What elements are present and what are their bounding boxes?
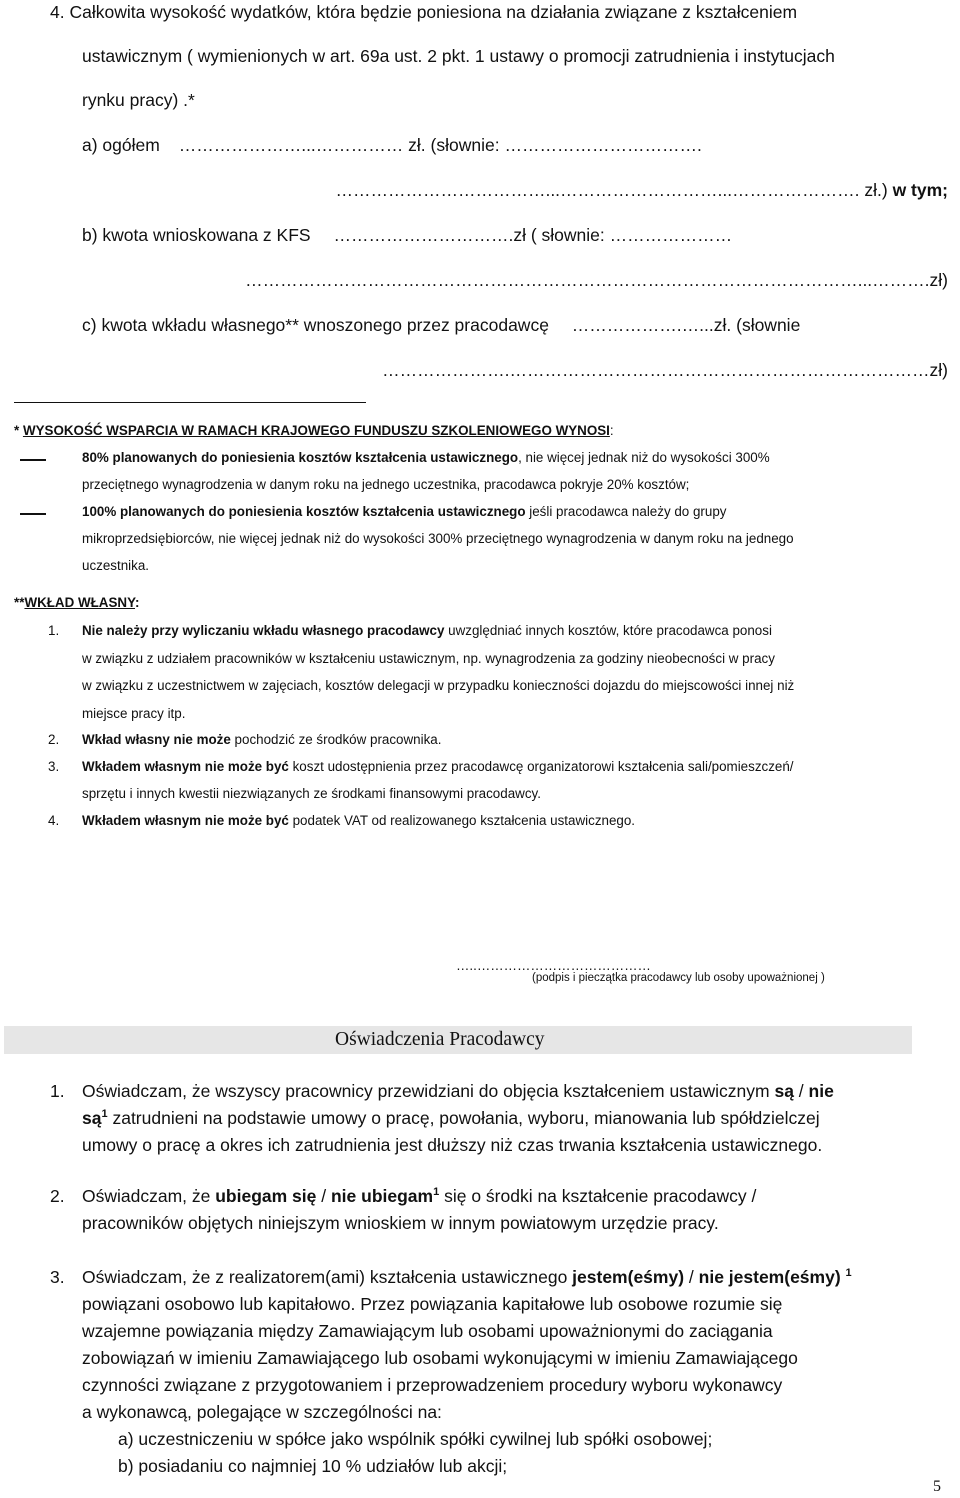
item4-c-zl: zł. (słownie: [713, 315, 801, 335]
item4-b-row: [82, 225, 732, 246]
item4-b-zl: zł ( słownie:: [513, 225, 610, 245]
item4-line3: rynku pracy) .*: [82, 90, 195, 110]
support-heading: [14, 423, 614, 438]
statement3-num: 3.: [50, 1267, 65, 1287]
own-item1-bold: Nie należy przy wyliczaniu wkładu własnego pracodawcy: [82, 623, 445, 638]
own-item2-num: 2.: [48, 732, 60, 747]
own-item1-line1: [82, 623, 772, 638]
statement1-num: 1.: [50, 1081, 65, 1101]
support-bullet1-rest: , nie więcej jednak niż do wysokości 300%: [518, 450, 770, 465]
statement3-line6: a wykonawcą, polegające w szczególności na:: [82, 1402, 442, 1422]
item4-a-zl: zł. (słownie:: [408, 135, 505, 155]
own-item1-num: 1.: [48, 623, 60, 638]
support-heading-suffix: :: [609, 423, 614, 438]
statement1-sa2: są: [82, 1108, 102, 1128]
own-item2-bold: Wkład własny nie może: [82, 732, 231, 747]
statement2-text: Oświadczam, że: [82, 1186, 216, 1206]
item4-c2-zl: zł): [929, 360, 948, 380]
item4-a2-zl: zł.): [864, 180, 888, 200]
statement3-line3: wzajemne powiązania między Zamawiającym lub osobami upoważnionymi do zaciągania: [82, 1321, 773, 1341]
item4-b-label: b) kwota wnioskowana z KFS: [82, 225, 311, 245]
item4-a2-wtym: w tym;: [892, 180, 948, 200]
own-item3-bold: Wkładem własnym nie może być: [82, 759, 289, 774]
own-item1-line2: w związku z udziałem pracowników w kształceniu ustawicznym, np. wynagrodzenia za godziny nieobecności w pracy: [82, 651, 775, 666]
statement1-line3: umowy o pracę a okres ich zatrudnienia jest dłuższy niż czas trwania kształcenia ustawicznego.: [82, 1135, 823, 1155]
support-bullet2-bold: 100% planowanych do poniesienia kosztów kształcenia ustawicznego: [82, 504, 526, 519]
dash-bullet: [20, 459, 46, 461]
own-item3-line1: [82, 759, 794, 774]
item4-c2-dots: ………………….………………………………………………………………: [382, 360, 930, 380]
own-item2-rest: pochodzić ze środków pracownika.: [230, 732, 442, 747]
statement1-slash: /: [793, 1081, 809, 1101]
signature-dots: …..…………………………………: [456, 958, 651, 973]
signature-caption: (podpis i pieczątka pracodawcy lub osoby upoważnionej ): [532, 972, 825, 984]
statement2-line1: [82, 1186, 756, 1207]
statement1-nie: nie: [808, 1081, 834, 1101]
item4-a-row: [82, 135, 702, 156]
statement1-line2: [82, 1108, 820, 1129]
support-bullet1-bold: 80% planowanych do poniesienia kosztów kształcenia ustawicznego: [82, 450, 519, 465]
statement2-line2: pracowników objętych niniejszym wnioskiem w innym powiatowym urzędzie pracy.: [82, 1213, 719, 1233]
footnote-ref: 1: [845, 1267, 852, 1280]
own-heading: [14, 595, 139, 610]
statement1-text: Oświadczam, że wszyscy pracownicy przewidziani do objęcia kształceniem ustawicznym: [82, 1081, 775, 1101]
statement3-line1: [82, 1267, 852, 1288]
own-heading-prefix: **: [14, 595, 25, 610]
item4-line2: ustawicznym ( wymienionych w art. 69a ust. 2 pkt. 1 ustawy o promocji zatrudnienia i instytucjach: [82, 46, 835, 66]
support-heading-text: WYSOKOŚĆ WSPARCIA W RAMACH KRAJOWEGO FUNDUSZU SZKOLENIOWEGO WYNOSI: [22, 423, 610, 438]
support-bullet2-line1: [82, 504, 726, 519]
statement1-text2: zatrudnieni na podstawie umowy o pracę, powołania, wyboru, mianowania lub spółdzielczej: [107, 1108, 820, 1128]
item4-b-row2: [245, 270, 948, 291]
item4-c-dots: ……………….…...: [571, 315, 714, 335]
statement3-line2: powiązani osobowo lub kapitałowo. Przez powiązania kapitałowe lub osobowe rozumie się: [82, 1294, 783, 1314]
own-item1-line4: miejsce pracy itp.: [82, 706, 186, 721]
support-bullet1-line1: [82, 450, 770, 465]
statement2-slash: /: [316, 1186, 331, 1206]
own-item3-rest: koszt udostępnienia przez pracodawcę organizatorowi kształcenia sali/pomieszczeń/: [288, 759, 794, 774]
footnote-ref: 1: [101, 1108, 108, 1121]
own-heading-suffix: :: [135, 595, 140, 610]
item4-c-row: [82, 315, 800, 336]
item4-c-label: c) kwota wkładu własnego** wnoszonego przez pracodawcę: [82, 315, 549, 335]
item4-a-dots2: …………………………….: [504, 135, 702, 155]
statement3-text: Oświadczam, że z realizatorem(ami) kształcenia ustawicznego: [82, 1267, 573, 1287]
footnote-ref: 1: [433, 1186, 440, 1199]
statement2-nie-ubiegam: nie ubiegam: [330, 1186, 434, 1206]
statements-title: Oświadczenia Pracodawcy: [335, 1029, 545, 1050]
statement3-nie-jestem: nie jestem(eśmy): [698, 1267, 841, 1287]
statement3-line5: czynności związane z przygotowaniem i przeprowadzeniem procedury wyboru wykonawcy: [82, 1375, 783, 1395]
statement3-sub-a: a) uczestniczeniu w spółce jako wspólnik spółki cywilnej lub spółki osobowej;: [118, 1429, 713, 1449]
statement2-text-end: się o środki na kształcenie pracodawcy /: [439, 1186, 757, 1206]
own-item4-num: 4.: [48, 813, 60, 828]
own-item1-line3: w związku z uczestnictwem w zajęciach, kosztów delegacji w przypadku konieczności dojazdu do miejscowości innej niż: [82, 678, 795, 693]
own-item3-num: 3.: [48, 759, 60, 774]
statement1-line1: [82, 1081, 834, 1102]
item4-b2-dots: ……………………………………………………………………………………………...……….: [245, 270, 930, 290]
item4-line1: 4. Całkowita wysokość wydatków, która będzie poniesiona na działania związane z kształceniem: [50, 2, 798, 22]
item4-a2-dots: ………………………………...………………………...………………….: [335, 180, 865, 200]
item4-a-label: a) ogółem: [82, 135, 160, 155]
own-item1-rest: uwzględniać innych kosztów, które pracodawca ponosi: [444, 623, 772, 638]
footnote-separator: [14, 402, 366, 403]
item4-b-dots: ………………………….: [333, 225, 514, 245]
statement2-ubiegam: ubiegam się: [215, 1186, 317, 1206]
support-bullet2-line2: mikroprzedsiębiorców, nie więcej jednak niż do wysokości 300% przeciętnego wynagrodzenia w danym roku na jednego: [82, 531, 794, 546]
own-item4-rest: podatek VAT od realizowanego kształcenia ustawicznego.: [288, 813, 636, 828]
item4-b2-zl: zł): [929, 270, 948, 290]
page-number: 5: [933, 1478, 941, 1495]
own-heading-text: WKŁAD WŁASNY: [24, 595, 136, 610]
item4-a-row2: [335, 180, 948, 201]
support-bullet1-line2: przeciętnego wynagrodzenia w danym roku na jednego uczestnika, pracodawca pokryje 20% kosztów;: [82, 477, 690, 492]
own-item4-line: [82, 813, 635, 828]
statement3-jestem: jestem(eśmy): [572, 1267, 685, 1287]
item4-b-dots2: …………………: [609, 225, 733, 245]
support-heading-prefix: *: [14, 423, 23, 438]
statement3-line4: zobowiązań w imieniu Zamawiającego lub osobami wykonującymi w imieniu Zamawiającego: [82, 1348, 798, 1368]
dash-bullet: [20, 513, 46, 515]
support-bullet2-rest: jeśli pracodawca należy do grupy: [525, 504, 727, 519]
statement2-num: 2.: [50, 1186, 65, 1206]
own-item2-line: [82, 732, 441, 747]
item4-a-dots: …………………...……………: [178, 135, 404, 155]
own-item4-bold: Wkładem własnym nie może być: [82, 813, 289, 828]
statement3-sub-b: b) posiadaniu co najmniej 10 % udziałów lub akcji;: [118, 1456, 508, 1476]
statement1-sa: są: [774, 1081, 794, 1101]
statement3-slash: /: [684, 1267, 699, 1287]
support-bullet2-line3: uczestnika.: [82, 558, 149, 573]
own-item3-line2: sprzętu i innych kwestii niezwiązanych ze środkami finansowymi pracodawcy.: [82, 786, 541, 801]
item4-c-row2: [382, 360, 948, 381]
